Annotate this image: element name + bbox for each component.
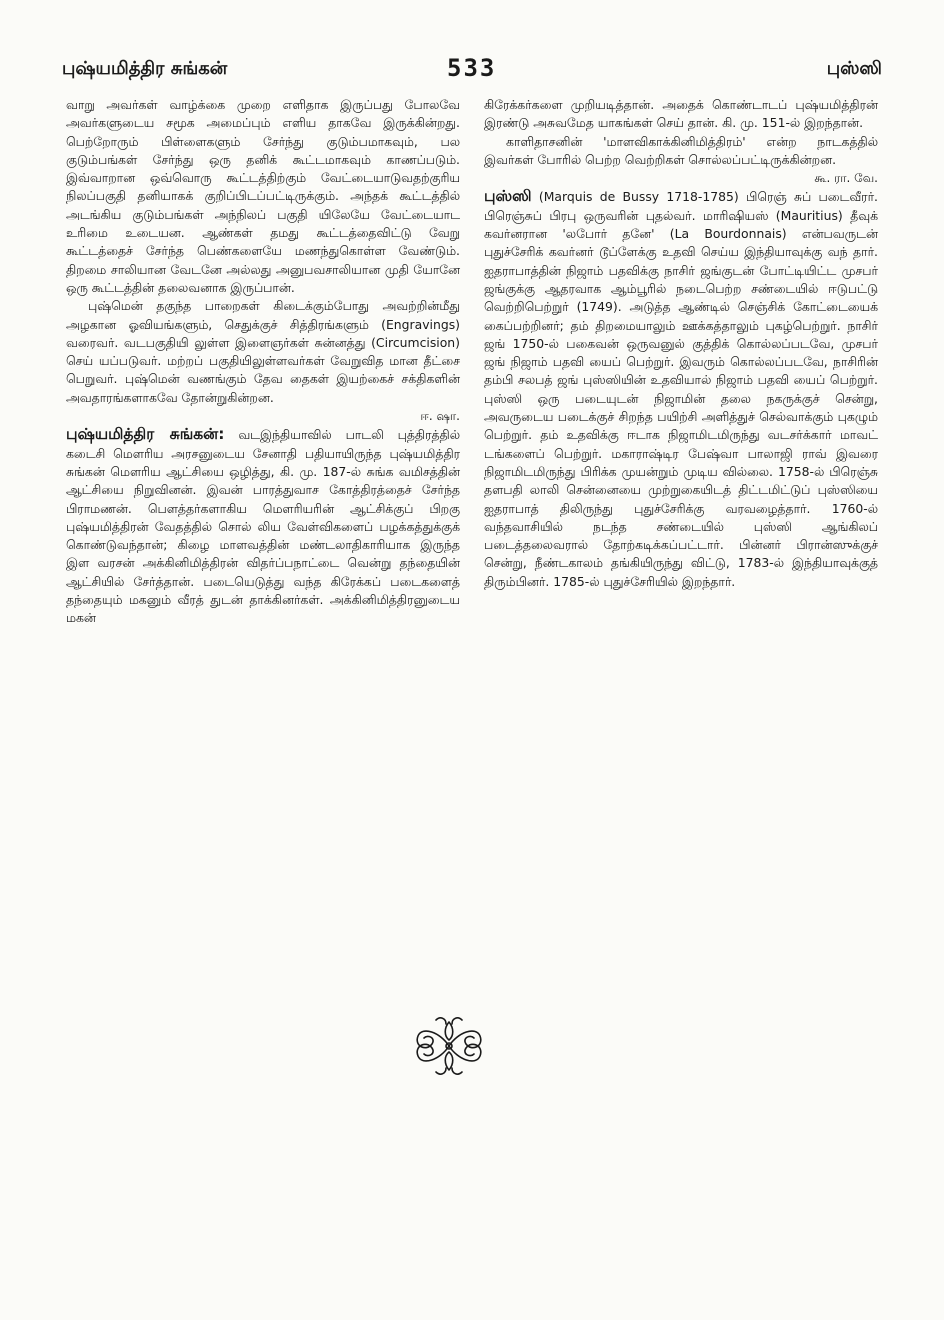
header-right-title: புஸ்ஸி [826,58,882,79]
right-column [484,96,878,591]
author-initials [484,169,878,187]
entry-body: வடஇந்தியாவில் பாடலி புத்திரத்தில் கடைசி மௌரிய அரசனுடைய சேனாதி பதியாயிருந்த புஷ்யமித்திர சுங்கன் மௌரிய ஆட்சியை ஒழித்து, கி. மு. 187-ல் சுங்க வமிசத்தின் ஆட்சியை நிறுவினன். இவன் பாரத்துவாச கோத்திரத்தைச் சேர்ந்த பிராமணன். பௌத்தர்களாகிய மௌரியரின் ஆட்சிக்குப் பிறகு புஷ்யமித்திரன் வேதத்தில் சொல் லிய வேள்விகளைப் பழக்கத்துக்குக் கொண்டுவந்தான்; கிழை மாளவத்தின் மண்டலாதிகாரியாக இருந்த இள வரசன் அக்கினிமித்திரன் விதர்ப்பநாட்டை வென்று தந்தையின் ஆட்சியில் சேர்த்தான். படையெடுத்து வந்த கிரேக்கப் படைகளைத் தந்தையும் மகனும் வீரத் துடன் தாக்கினர்கள். அக்கினிமித்திரனுடைய மகன் [66,427,460,626]
paragraph: கிரேக்கர்களை முறியடித்தான். அதைக் கொண்டாடப் புஷ்யமித்திரன் இரண்டு அசுவமேத யாகங்கள் செய் தான். கி. மு. 151-ல் இறந்தான். [484,97,878,131]
author-signature: ஈ. ஷா. [420,409,460,424]
entry-title: புஸ்ஸி [484,187,532,206]
paragraph: வாறு அவர்கள் வாழ்க்கை முறை எளிதாக இருப்பது போலவே அவர்களுடைய சமூக அமைப்பும் எளிய தாகவே இருக்கின்றது. பெற்றோரும் பிள்ளைகளும் சேர்ந்து குடும்பமாகவும், பல குடும்பங்கள் சேர்ந்து ஒரு தனிக் கூட்டமாகவும் காணப்படும். இவ்வாறான ஒவ்வொரு கூட்டத்திற்கும் வேட்டையாடுவதற்குரிய நிலப்பகுதி தனியாகக் குறிப்பிடப்பட்டிருக்கும். அந்தக் கூட்டத்தில் அடங்கிய குடும்பங்கள் அந்நிலப் பகுதி யிலேயே வேட்டையாட உரிமை உடையன. ஆண்கள் தமது கூட்டத்தைவிட்டு வேறு கூட்டத்தைச் சேர்ந்த பெண்களையே மணந்துகொள்ள வேண்டும். திறமை சாலியான வேடனே அல்லது அனுபவசாலியான முதி யோனே ஒரு கூட்டத்தின் தலைவனாக இருப்பான். [66,97,460,295]
entry-paragraph [66,425,460,627]
running-header [62,54,882,88]
entry-paragraph [484,187,878,591]
floral-ornament-icon [410,1012,488,1080]
entry-body: (Marquis de Bussy 1718-1785) பிரெஞ் சுப் படைவீரர். பிரெஞ்சுப் பிரபு ஒருவரின் புதல்வர். மாரிஷியஸ் (Mauritius) தீவுக் கவர்னரான 'லபோர் தனே' (La Bourdonnais) என்பவருடன் புதுச்சேரிக் கவர்னர் டூப்ளேக்கு உதவி செய்ய இந்தியாவுக்கு வந் தார். ஐதராபாத்தின் நிஜாம் பதவிக்கு நாசிர் ஜங்குடன் போட்டியிட்ட முசபர் ஜங்குக்கு ஆதரவாக ஆம்பூரில் நடைபெற்ற சண்டையில் ஈடுபட்டு வெற்றிபெற்றுர் (1749). அடுத்த ஆண்டில் செஞ்சிக் கோட்டையைக் கைப்பற்றினர்; தம் திறமையாலும் ஊக்கத்தாலும் புகழ்பெற்றுர். நாசிர் ஜங் 1750-ல் பகைவன் ஒருவனுல் குத்திக் கொல்லப்படவே, முசபர் ஜங் நிஜாம் பதவி யைப் பெற்றுர். இவரும் கொல்லப்படவே, நாசிரின் தம்பி சலபத் ஜங் புஸ்ஸியின் உதவியால் நிஜாம் பதவி யைப் பெற்றுர். புஸ்ஸி ஒரு படையுடன் நிஜாமின் தலை நகருக்குச் சென்று, அவருடைய படைக்குச் சிறந்த பயிற்சி அளித்துச் செல்வாக்கும் புகழும் பெற்றுர். தம் உதவிக்கு ஈடாக நிஜாமிடமிருந்து வடசர்க்கார் மாவட் டங்களைப் பெற்றுர். மகாராஷ்டிர பேஷ்வா பாலாஜி ராவ் இவரை நிஜாமிடமிருந்து பிரிக்க முயன்றும் முடிய வில்லை. 1758-ல் பிரெஞ்சு தளபதி லாலி சென்னையை முற்றுகையிடத் திட்டமிட்டுப் புஸ்ஸியை ஐதராபாத் திலிருந்து புதுச்சேரிக்கு வரவழைத்தார். 1760-ல் வந்தவாசியில் நடந்த சண்டையில் புஸ்ஸி ஆங்கிலப் படைத்தலைவரால் தோற்கடிக்கப்பட்டார். பின்னர் பிரான்ஸுக்குச் சென்று, நீண்டகாலம் தங்கியிருந்து விட்டு, 1783-ல் இந்தியாவுக்குத் திரும்பினர். 1785-ல் புதுச்சேரியில் இறந்தார். [484,189,878,589]
header-left-title: புஷ்யமித்திர சுங்கன் [62,58,228,79]
author-signature: கூ. ரா. வே. [814,171,878,186]
entry-title: புஷ்யமித்திர சுங்கன்: [66,425,225,444]
left-column [66,96,460,628]
paragraph: புஷ்மென் தகுந்த பாறைகள் கிடைக்கும்போது அவற்றின்மீது அழகான ஓவியங்களும், செதுக்குச் சித்திரங்களும் (Engravings) வரைவர். வடபகுதியி லுள்ள இளைஞர்கள் சுன்னத்து (Circumcision) செய் யப்படுவர். மற்றப் பகுதியிலுள்ளவர்கள் வேறுவித மான தீட்சை பெறுவர். புஷ்மென் வணங்கும் தேவ தைகள் இயற்கைச் சக்திகளின் அவதாரங்களாகவே தோன்றுகின்றன. [66,298,460,405]
page-number: 533 [447,54,497,82]
paragraph: காளிதாசனின் 'மாளவிகாக்கினிமித்திரம்' என்ற நாடகத்தில் இவர்கள் போரில் பெற்ற வெற்றிகள் சொல்லப்பட்டிருக்கின்றன. [484,133,878,167]
author-initials [66,407,460,425]
